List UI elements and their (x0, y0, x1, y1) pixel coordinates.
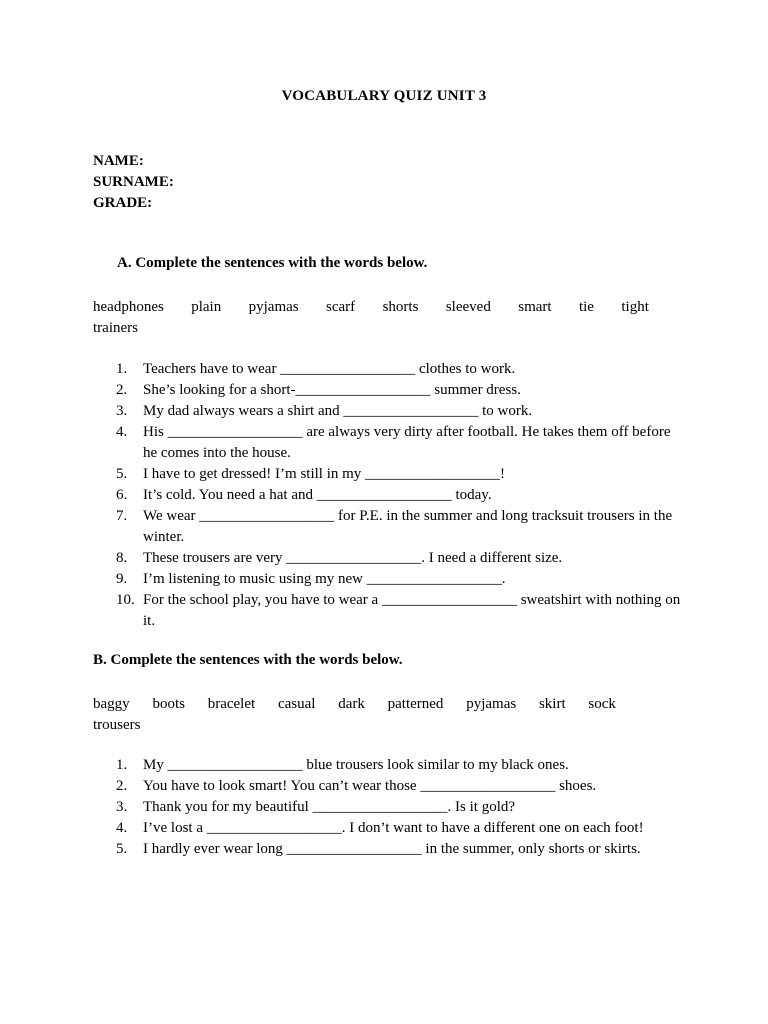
word-bank-word: pyjamas (466, 696, 517, 712)
section-b-heading: B. Complete the sentences with the words below. (93, 652, 403, 668)
question-number: 4. (116, 424, 128, 440)
word-bank-word: smart (518, 299, 552, 315)
word-bank-wrap-word: trainers (93, 320, 138, 336)
question-text: I’ve lost a __________________. I don’t want to have a different one on each foot! (143, 820, 644, 836)
question-item (93, 590, 683, 632)
question-text: I’m listening to music using my new __________________. (143, 571, 506, 587)
section-b-question-list (93, 755, 683, 860)
question-item (93, 569, 683, 590)
question-item (93, 797, 683, 818)
question-text: His __________________ are always very dirty after football. He takes them off before he comes into the house. (143, 424, 671, 461)
question-text: My dad always wears a shirt and __________________ to work. (143, 403, 533, 419)
question-text: Teachers have to wear __________________ clothes to work. (143, 361, 516, 377)
word-bank-word: bracelet (207, 696, 256, 712)
question-item (93, 776, 683, 797)
question-text: I have to get dressed! I’m still in my __________________! (143, 466, 506, 482)
question-item (93, 401, 683, 422)
question-number: 7. (116, 508, 128, 524)
question-item (93, 755, 683, 776)
word-bank-word: patterned (387, 696, 444, 712)
section-a-heading: A. Complete the sentences with the words below. (117, 255, 428, 271)
question-number: 9. (116, 571, 128, 587)
question-item (93, 485, 683, 506)
question-number: 10. (116, 592, 135, 608)
word-bank-word: sock (588, 696, 616, 712)
question-text: For the school play, you have to wear a __________________ sweatshirt with nothing on it. (143, 592, 681, 629)
word-bank-word: scarf (326, 299, 356, 315)
word-bank-word: plain (191, 299, 222, 315)
question-number: 8. (116, 550, 128, 566)
section-b-word-bank (93, 694, 673, 736)
question-item (93, 464, 683, 485)
question-text: These trousers are very __________________. I need a different size. (143, 550, 563, 566)
question-item (93, 506, 683, 548)
question-number: 5. (116, 466, 128, 482)
question-number: 3. (116, 403, 128, 419)
name-field-label: NAME: (93, 153, 144, 169)
question-text: Thank you for my beautiful __________________. Is it gold? (143, 799, 516, 815)
question-number: 1. (116, 757, 128, 773)
question-number: 5. (116, 841, 128, 857)
word-bank-word: shorts (382, 299, 419, 315)
word-bank-word: baggy (93, 696, 130, 712)
question-number: 1. (116, 361, 128, 377)
question-item (93, 359, 683, 380)
page-title: VOCABULARY QUIZ UNIT 3 (281, 88, 487, 104)
question-text: I hardly ever wear long __________________ in the summer, only shorts or skirts. (143, 841, 641, 857)
section-a-word-bank (93, 297, 673, 339)
question-text: It’s cold. You need a hat and __________________ today. (143, 487, 492, 503)
word-bank-word: boots (152, 696, 185, 712)
section-a-question-list (93, 359, 683, 632)
question-text: She’s looking for a short-__________________ summer dress. (143, 382, 521, 398)
surname-field-label: SURNAME: (93, 174, 174, 190)
word-bank-wrap-word: trousers (93, 717, 141, 733)
question-number: 6. (116, 487, 128, 503)
question-item (93, 818, 683, 839)
word-bank-word: skirt (538, 696, 566, 712)
question-item (93, 422, 683, 464)
question-number: 3. (116, 799, 128, 815)
word-bank-word: pyjamas (248, 299, 299, 315)
word-bank-word: dark (338, 696, 365, 712)
word-bank-word: casual (277, 696, 316, 712)
word-bank-word: tight (621, 299, 649, 315)
question-text: You have to look smart! You can’t wear those __________________ shoes. (143, 778, 597, 794)
question-item (93, 839, 683, 860)
question-number: 2. (116, 382, 128, 398)
question-item (93, 548, 683, 569)
word-bank-word: sleeved (445, 299, 491, 315)
question-number: 4. (116, 820, 128, 836)
word-bank-row (93, 694, 616, 715)
word-bank-word: tie (578, 299, 594, 315)
word-bank-word: headphones (93, 299, 164, 315)
word-bank-row (93, 297, 649, 318)
question-text: My __________________ blue trousers look similar to my black ones. (143, 757, 569, 773)
question-text: We wear __________________ for P.E. in the summer and long tracksuit trousers in the winter. (143, 508, 673, 545)
question-item (93, 380, 683, 401)
student-fields (93, 151, 174, 214)
question-number: 2. (116, 778, 128, 794)
grade-field-label: GRADE: (93, 195, 153, 211)
